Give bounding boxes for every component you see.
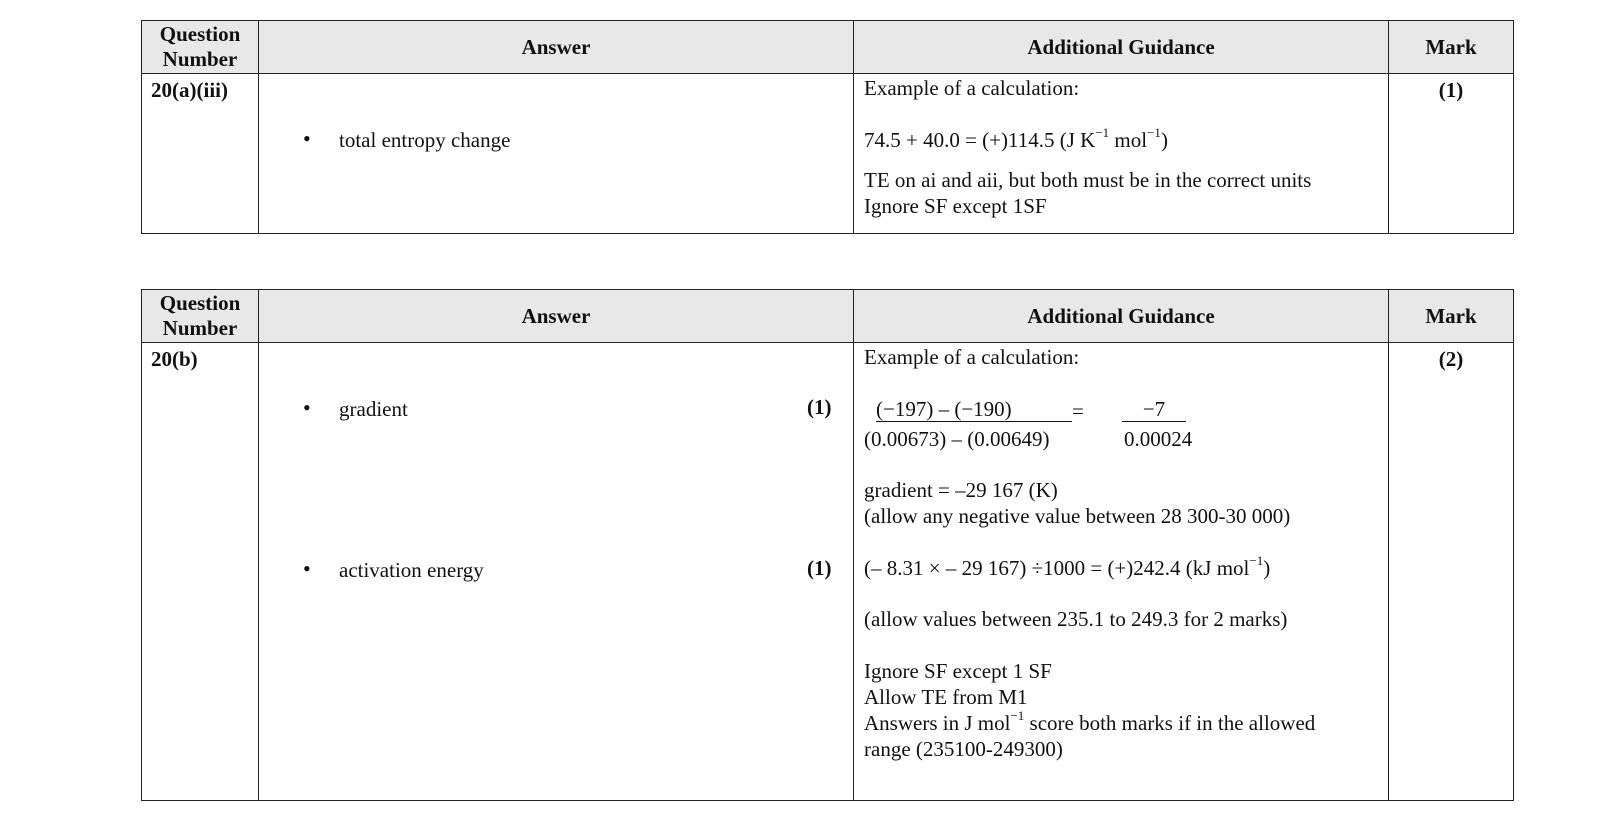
bullet: • bbox=[303, 395, 311, 420]
fraction-1-numerator: (−197) – (−190) bbox=[876, 397, 1072, 422]
question-row bbox=[142, 343, 1514, 801]
ea-calc-main: (– 8.31 × – 29 167) ÷1000 = (+)242.4 (kJ mol bbox=[864, 556, 1250, 580]
mark-scheme-table-2 bbox=[141, 289, 1514, 801]
header-question-line1: Question bbox=[159, 22, 241, 46]
question-number: 20(a)(iii) bbox=[142, 74, 259, 234]
note3-end: score both marks if in the allowed bbox=[1024, 711, 1316, 735]
header-question-number bbox=[142, 290, 259, 343]
note3-sup: −1 bbox=[1010, 708, 1025, 723]
calc-sup1: −1 bbox=[1095, 125, 1110, 140]
header-row bbox=[142, 290, 1514, 343]
fraction-1-denominator: (0.00673) – (0.00649) bbox=[864, 427, 1050, 451]
calc-end: ) bbox=[1160, 128, 1168, 152]
guidance-note-1: TE on ai and aii, but both must be in the correct units bbox=[864, 168, 1312, 192]
guidance-note-2: Allow TE from M1 bbox=[864, 685, 1028, 709]
gradient-line: gradient = –29 167 (K) bbox=[864, 478, 1058, 502]
activation-energy-calculation bbox=[864, 553, 1271, 581]
bullet: • bbox=[303, 556, 311, 581]
note3-main: Answers in J mol bbox=[864, 711, 1011, 735]
answer-cell bbox=[259, 74, 854, 234]
guidance-note-1: Ignore SF except 1 SF bbox=[864, 659, 1052, 683]
header-question-number bbox=[142, 21, 259, 74]
answer-text: total entropy change bbox=[339, 128, 511, 152]
header-question-line1: Question bbox=[159, 291, 241, 315]
calculation-line bbox=[864, 125, 1168, 153]
calc-main: 74.5 + 40.0 = (+)114.5 (J K bbox=[864, 128, 1096, 152]
answer-gradient: gradient bbox=[339, 397, 408, 421]
calc-sup2: −1 bbox=[1147, 125, 1161, 140]
guidance-cell bbox=[854, 74, 1389, 234]
question-number: 20(b) bbox=[142, 343, 259, 801]
guidance-note-2: Ignore SF except 1SF bbox=[864, 194, 1047, 218]
answer-activation-energy-mark: (1) bbox=[807, 556, 832, 580]
ea-calc-sup: −1 bbox=[1249, 553, 1264, 568]
guidance-cell bbox=[854, 343, 1389, 801]
header-question-line2: Number bbox=[162, 47, 238, 71]
mark-cell: (1) bbox=[1389, 74, 1514, 234]
header-row bbox=[142, 21, 1514, 74]
guidance-note-4: range (235100-249300) bbox=[864, 737, 1063, 761]
header-answer: Answer bbox=[259, 21, 854, 74]
ea-calc-end: ) bbox=[1263, 556, 1271, 580]
header-question-line2: Number bbox=[162, 316, 238, 340]
fraction-2-denominator: 0.00024 bbox=[1124, 427, 1193, 451]
mark-scheme-table-1 bbox=[141, 20, 1514, 234]
fraction-2-numerator: −7 bbox=[1122, 397, 1186, 422]
equals-sign: = bbox=[1072, 399, 1084, 423]
header-mark: Mark bbox=[1389, 290, 1514, 343]
gradient-allow: (allow any negative value between 28 300-30 000) bbox=[864, 504, 1291, 528]
answer-cell bbox=[259, 343, 854, 801]
guidance-note-3 bbox=[864, 708, 1316, 736]
header-mark: Mark bbox=[1389, 21, 1514, 74]
mark-cell: (2) bbox=[1389, 343, 1514, 801]
header-guidance: Additional Guidance bbox=[854, 21, 1389, 74]
activation-energy-allow: (allow values between 235.1 to 249.3 for 2 marks) bbox=[864, 607, 1288, 631]
guidance-intro: Example of a calculation: bbox=[864, 76, 1080, 100]
question-row bbox=[142, 74, 1514, 234]
answer-gradient-mark: (1) bbox=[807, 395, 832, 419]
answer-activation-energy: activation energy bbox=[339, 558, 484, 582]
header-guidance: Additional Guidance bbox=[854, 290, 1389, 343]
bullet: • bbox=[303, 126, 311, 151]
guidance-intro: Example of a calculation: bbox=[864, 345, 1080, 369]
header-answer: Answer bbox=[259, 290, 854, 343]
calc-mid: mol bbox=[1109, 128, 1148, 152]
